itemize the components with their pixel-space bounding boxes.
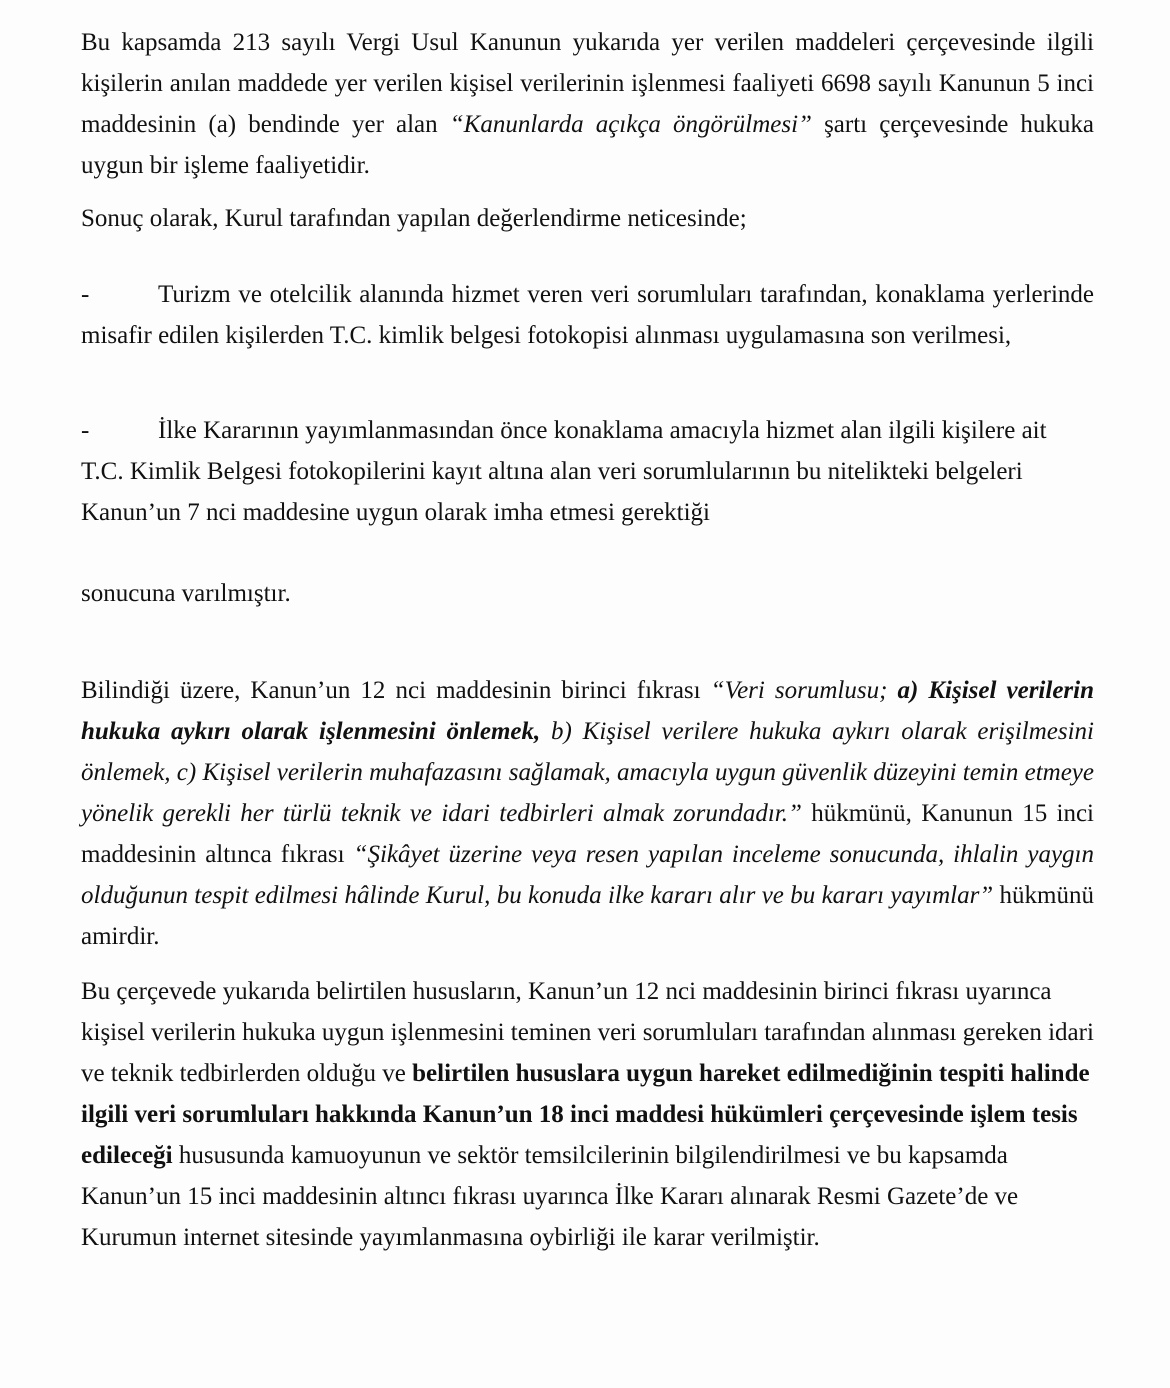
- italic-quote: b) Kişisel verilere hukuka aykırı olarak erişilmesini önlemek, c) Kişisel verilerin muhafazasını sağlamak, amacıyla uygun güvenlik düzeyini temin etmeye yönelik gerekli her türlü teknik ve idari tedbirleri almak zorundadır.”: [81, 718, 1095, 827]
- bold-italic-quote: a) Kişisel verilerin hukuka aykırı olarak işlenmesini önlemek,: [81, 677, 1094, 745]
- paragraph-decision: [81, 971, 1094, 1258]
- paragraph-text: hükmünü, Kanunun 15 inci maddesinin altınca fıkrası: [81, 800, 1094, 868]
- italic-quote: “Şikâyet üzerine veya resen yapılan inceleme sonucunda, ihlalin yaygın olduğunun tespit edilmesi hâlinde Kurul, bu konuda ilke kararı alır ve bu kararı yayımlar”: [81, 841, 1094, 909]
- paragraph-text: Bu çerçevede yukarıda belirtilen hususların, Kanun’un 12 nci maddesinin birinci fıkrası uyarınca kişisel verilerin hukuka uygun işlenmesini teminen veri sorumluları tarafından alınması gereken idari ve teknik tedbirlerden olduğu ve: [81, 978, 1094, 1087]
- italic-quote: “Kanunlarda açıkça öngörülmesi”: [449, 111, 812, 138]
- document-body: [81, 22, 1094, 1258]
- paragraph-text: Bilindiği üzere, Kanun’un 12 nci maddesinin birinci fıkrası: [81, 677, 711, 704]
- bold-text: belirtilen hususlara uygun hareket edilmediğinin tespiti halinde ilgili veri sorumluları hakkında Kanun’un 18 inci maddesi hükümleri çerçevesinde işlem tesis edileceği: [81, 1060, 1090, 1169]
- paragraph-result: sonucuna varılmıştır.: [81, 580, 291, 607]
- bullet-dash: -: [81, 417, 90, 444]
- paragraph-legal-basis: [81, 22, 1094, 186]
- bullet-item-1: [81, 274, 1094, 356]
- paragraph-text: hükmünü amirdir.: [81, 882, 1094, 950]
- paragraph-conclusion-intro: Sonuç olarak, Kurul tarafından yapılan değerlendirme neticesinde;: [81, 205, 747, 232]
- bullet-item-2: [81, 410, 1094, 533]
- paragraph-text: Bu kapsamda 213 sayılı Vergi Usul Kanunun yukarıda yer verilen maddeleri çerçevesinde ilgili kişilerin anılan maddede yer verilen kişisel verilerinin işlenmesi faaliyeti 6698 sayılı Kanunun 5 inci maddesinin (a) bendinde yer alan: [81, 29, 1094, 138]
- paragraph-article-12: [81, 670, 1094, 957]
- paragraph-text: şartı çerçevesinde hukuka uygun bir işleme faaliyetidir.: [81, 111, 1095, 179]
- bullet-text: Turizm ve otelcilik alanında hizmet veren veri sorumluları tarafından, konaklama yerlerinde misafir edilen kişilerden T.C. kimlik belgesi fotokopisi alınması uygulamasına son verilmesi,: [81, 281, 1094, 349]
- bullet-text: İlke Kararının yayımlanmasından önce konaklama amacıyla hizmet alan ilgili kişilere ait T.C. Kimlik Belgesi fotokopilerini kayıt altına alan veri sorumlularının bu nitelikteki belgeleri Kanun’un 7 nci maddesine uygun olarak imha etmesi gerektiği: [81, 417, 1047, 526]
- bullet-dash: -: [81, 281, 90, 308]
- italic-quote: “Veri sorumlusu;: [710, 677, 898, 704]
- paragraph-text: hususunda kamuoyunun ve sektör temsilcilerinin bilgilendirilmesi ve bu kapsamda Kanun’un 15 inci maddesinin altıncı fıkrası uyarınca İlke Kararı alınarak Resmi Gazete’de ve Kurumun internet sitesinde yayımlanmasına oybirliği ile karar verilmiştir.: [81, 1142, 1019, 1251]
